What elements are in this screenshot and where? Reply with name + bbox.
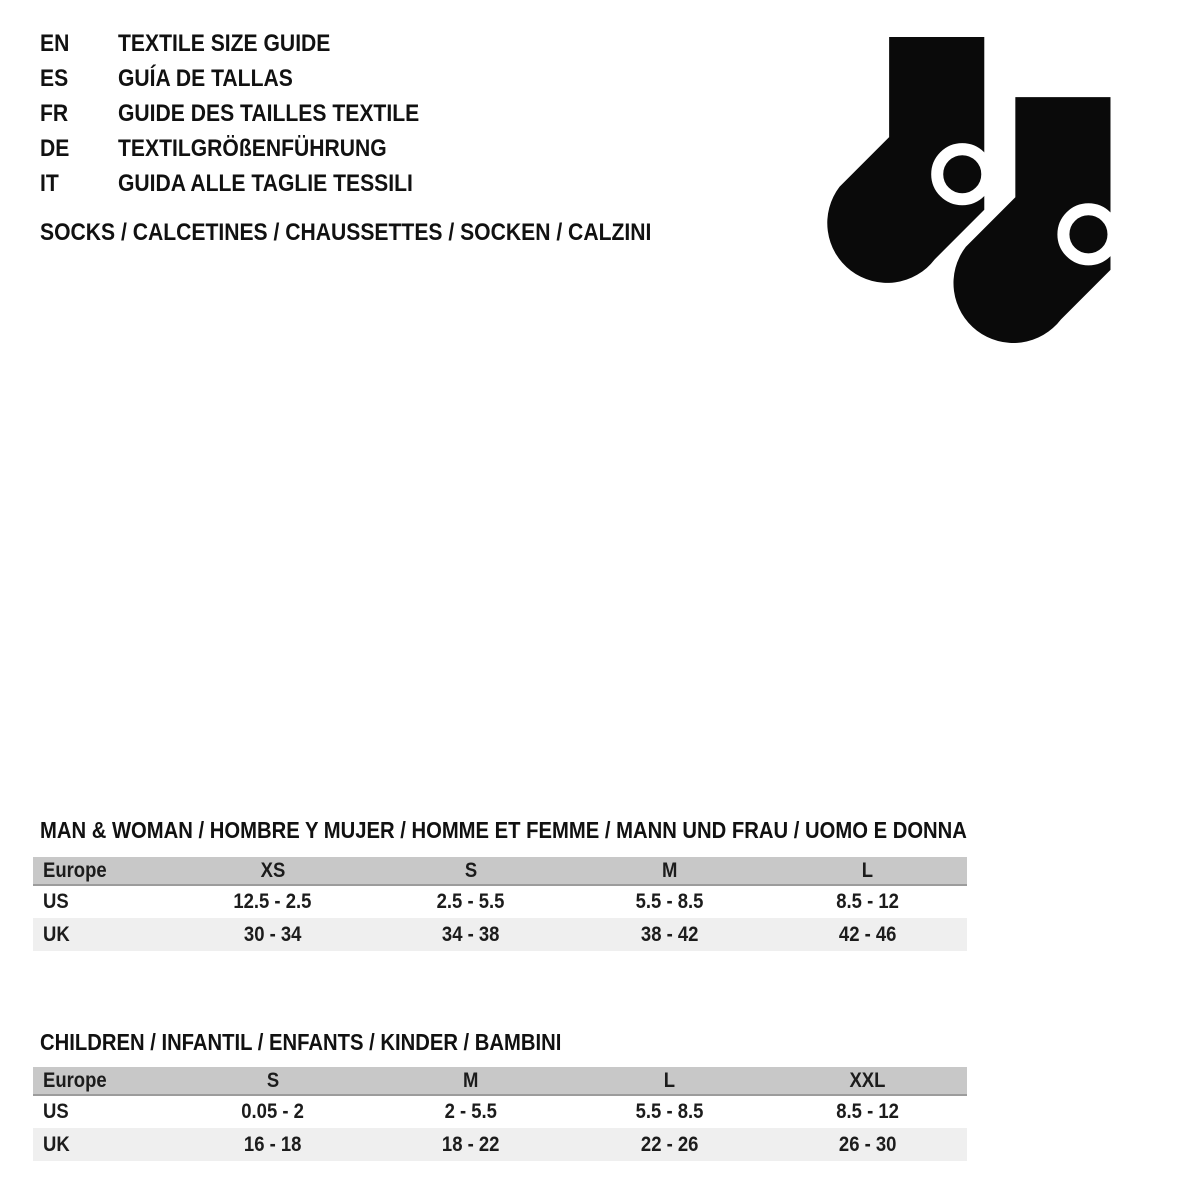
language-title: GUIDE DES TAILLES TEXTILE (118, 99, 420, 127)
header-cell-size: XS (173, 857, 371, 885)
header-cell-size: S (173, 1067, 371, 1095)
region-cell: UK (43, 922, 70, 946)
header-cell-size: S (372, 857, 570, 885)
language-row-es (40, 61, 460, 96)
region-cell: US (43, 890, 69, 913)
section-title-man-woman: MAN & WOMAN / HOMBRE Y MUJER / HOMME ET FEMME / MANN UND FRAU / UOMO E DONNA (40, 817, 967, 843)
header-cell-size: L (570, 1067, 768, 1095)
table-header-row (33, 1067, 967, 1095)
size-cell: 0.05 - 2 (241, 1100, 304, 1123)
size-cell: 16 - 18 (243, 1132, 302, 1156)
language-code: IT (40, 169, 59, 197)
size-cell: 38 - 42 (640, 922, 699, 946)
size-cell: 2 - 5.5 (444, 1100, 498, 1123)
size-cell: 22 - 26 (640, 1132, 699, 1156)
language-title: TEXTILGRÖßENFÜHRUNG (118, 134, 387, 162)
man-woman-size-table (33, 857, 967, 951)
table-row-us (33, 885, 967, 918)
header-cell-size: XXL (769, 1067, 967, 1095)
language-title-list (40, 26, 460, 201)
size-cell: 5.5 - 8.5 (635, 1100, 704, 1123)
size-cell: 8.5 - 12 (836, 890, 900, 913)
size-cell: 5.5 - 8.5 (635, 890, 704, 913)
region-cell: US (43, 1100, 69, 1123)
region-cell: UK (43, 1132, 70, 1156)
sock-left (827, 37, 987, 283)
header-cell-region: Europe (33, 1067, 173, 1095)
section-title-children: CHILDREN / INFANTIL / ENFANTS / KINDER / BAMBINI (40, 1029, 562, 1055)
header-cell-region: Europe (33, 857, 173, 885)
table-row-us (33, 1095, 967, 1128)
language-code: DE (40, 134, 70, 162)
product-category-subtitle: SOCKS / CALCETINES / CHAUSSETTES / SOCKEN / CALZINI (40, 219, 652, 246)
language-title: GUIDA ALLE TAGLIE TESSILI (118, 169, 413, 197)
language-row-fr (40, 96, 460, 131)
size-cell: 30 - 34 (243, 922, 302, 946)
size-cell: 12.5 - 2.5 (233, 890, 312, 913)
header-cell-size: L (769, 857, 967, 885)
language-title: TEXTILE SIZE GUIDE (118, 29, 331, 57)
children-size-table (33, 1067, 967, 1161)
language-code: FR (40, 99, 69, 127)
language-code: EN (40, 29, 70, 57)
header-cell-size: M (570, 857, 768, 885)
size-cell: 34 - 38 (442, 922, 500, 946)
table-row-uk (33, 918, 967, 951)
size-cell: 8.5 - 12 (836, 1100, 900, 1123)
language-code: ES (40, 64, 69, 92)
size-cell: 18 - 22 (442, 1132, 500, 1156)
size-cell: 42 - 46 (839, 922, 897, 946)
size-cell: 26 - 30 (839, 1132, 897, 1156)
language-title: GUÍA DE TALLAS (118, 64, 293, 92)
header-cell-size: M (372, 1067, 570, 1095)
size-cell: 2.5 - 5.5 (437, 890, 505, 913)
table-header-row (33, 857, 967, 885)
table-row-uk (33, 1128, 967, 1161)
socks-icon (814, 37, 1112, 345)
language-row-en (40, 26, 460, 61)
language-row-it (40, 166, 460, 201)
language-row-de (40, 131, 460, 166)
